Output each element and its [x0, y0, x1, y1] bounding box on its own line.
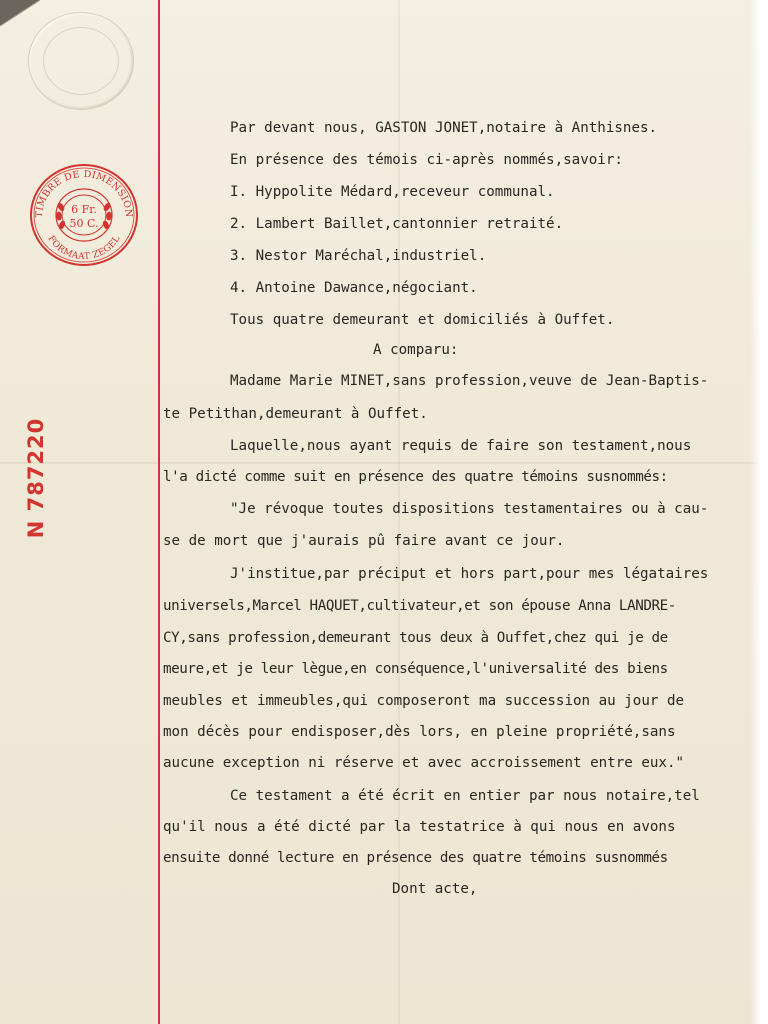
stamp-bottom-text: FORMAAT ZEGEL [45, 234, 123, 263]
text-line: I. Hyppolite Médard,receveur communal. [230, 184, 555, 200]
text-line: CY,sans profession,demeurant tous deux à Ouffet,chez qui je de [163, 630, 668, 646]
text-line: te Petithan,demeurant à Ouffet. [163, 406, 428, 422]
text-line: qu'il nous a été dicté par la testatrice à qui nous en avons [163, 819, 676, 835]
text-line: "Je révoque toutes dispositions testamentaires ou à cau- [230, 501, 709, 517]
text-line: Madame Marie MINET,sans profession,veuve de Jean-Baptis- [230, 373, 709, 389]
text-line: Dont acte, [392, 881, 478, 897]
text-line: se de mort que j'aurais pû faire avant ce jour. [163, 533, 565, 549]
text-line: meure,et je leur lègue,en conséquence,l'universalité des biens [163, 661, 668, 677]
text-line: universels,Marcel HAQUET,cultivateur,et son épouse Anna LANDRE- [163, 598, 676, 614]
text-line: meubles et immeubles,qui composeront ma succession au jour de [163, 693, 685, 709]
stamp-amount-francs: 6 Fr. [71, 203, 97, 216]
text-line: Ce testament a été écrit en entier par nous notaire,tel [230, 788, 700, 804]
text-line: 3. Nestor Maréchal,industriel. [230, 248, 487, 264]
text-line: Laquelle,nous ayant requis de faire son testament,nous [230, 438, 692, 454]
text-line: aucune exception ni réserve et avec accroissement entre eux." [163, 755, 685, 771]
text-line: 4. Antoine Dawance,négociant. [230, 280, 478, 296]
text-line: 2. Lambert Baillet,cantonnier retraité. [230, 216, 564, 232]
text-line: Tous quatre demeurant et domiciliés à Ouffet. [230, 312, 615, 328]
stamp-amount-centimes: 50 C. [69, 217, 99, 230]
text-line: J'institue,par préciput et hors part,pour mes légataires [230, 566, 709, 582]
text-line: l'a dicté comme suit en présence des quatre témoins susnommés: [163, 469, 668, 485]
stamp-top-text: TIMBRE DE DIMENSION [33, 168, 135, 219]
text-line: mon décès pour endisposer,dès lors, en pleine propriété,sans [163, 724, 676, 740]
text-line: En présence des témois ci-après nommés,savoir: [230, 152, 623, 168]
serial-number: N 787220 [24, 417, 48, 539]
text-line: Par devant nous, GASTON JONET,notaire à Anthisnes. [230, 120, 658, 136]
text-line: ensuite donné lecture en présence des quatre témoins susnommés [163, 850, 668, 866]
text-line: A comparu: [373, 342, 459, 358]
